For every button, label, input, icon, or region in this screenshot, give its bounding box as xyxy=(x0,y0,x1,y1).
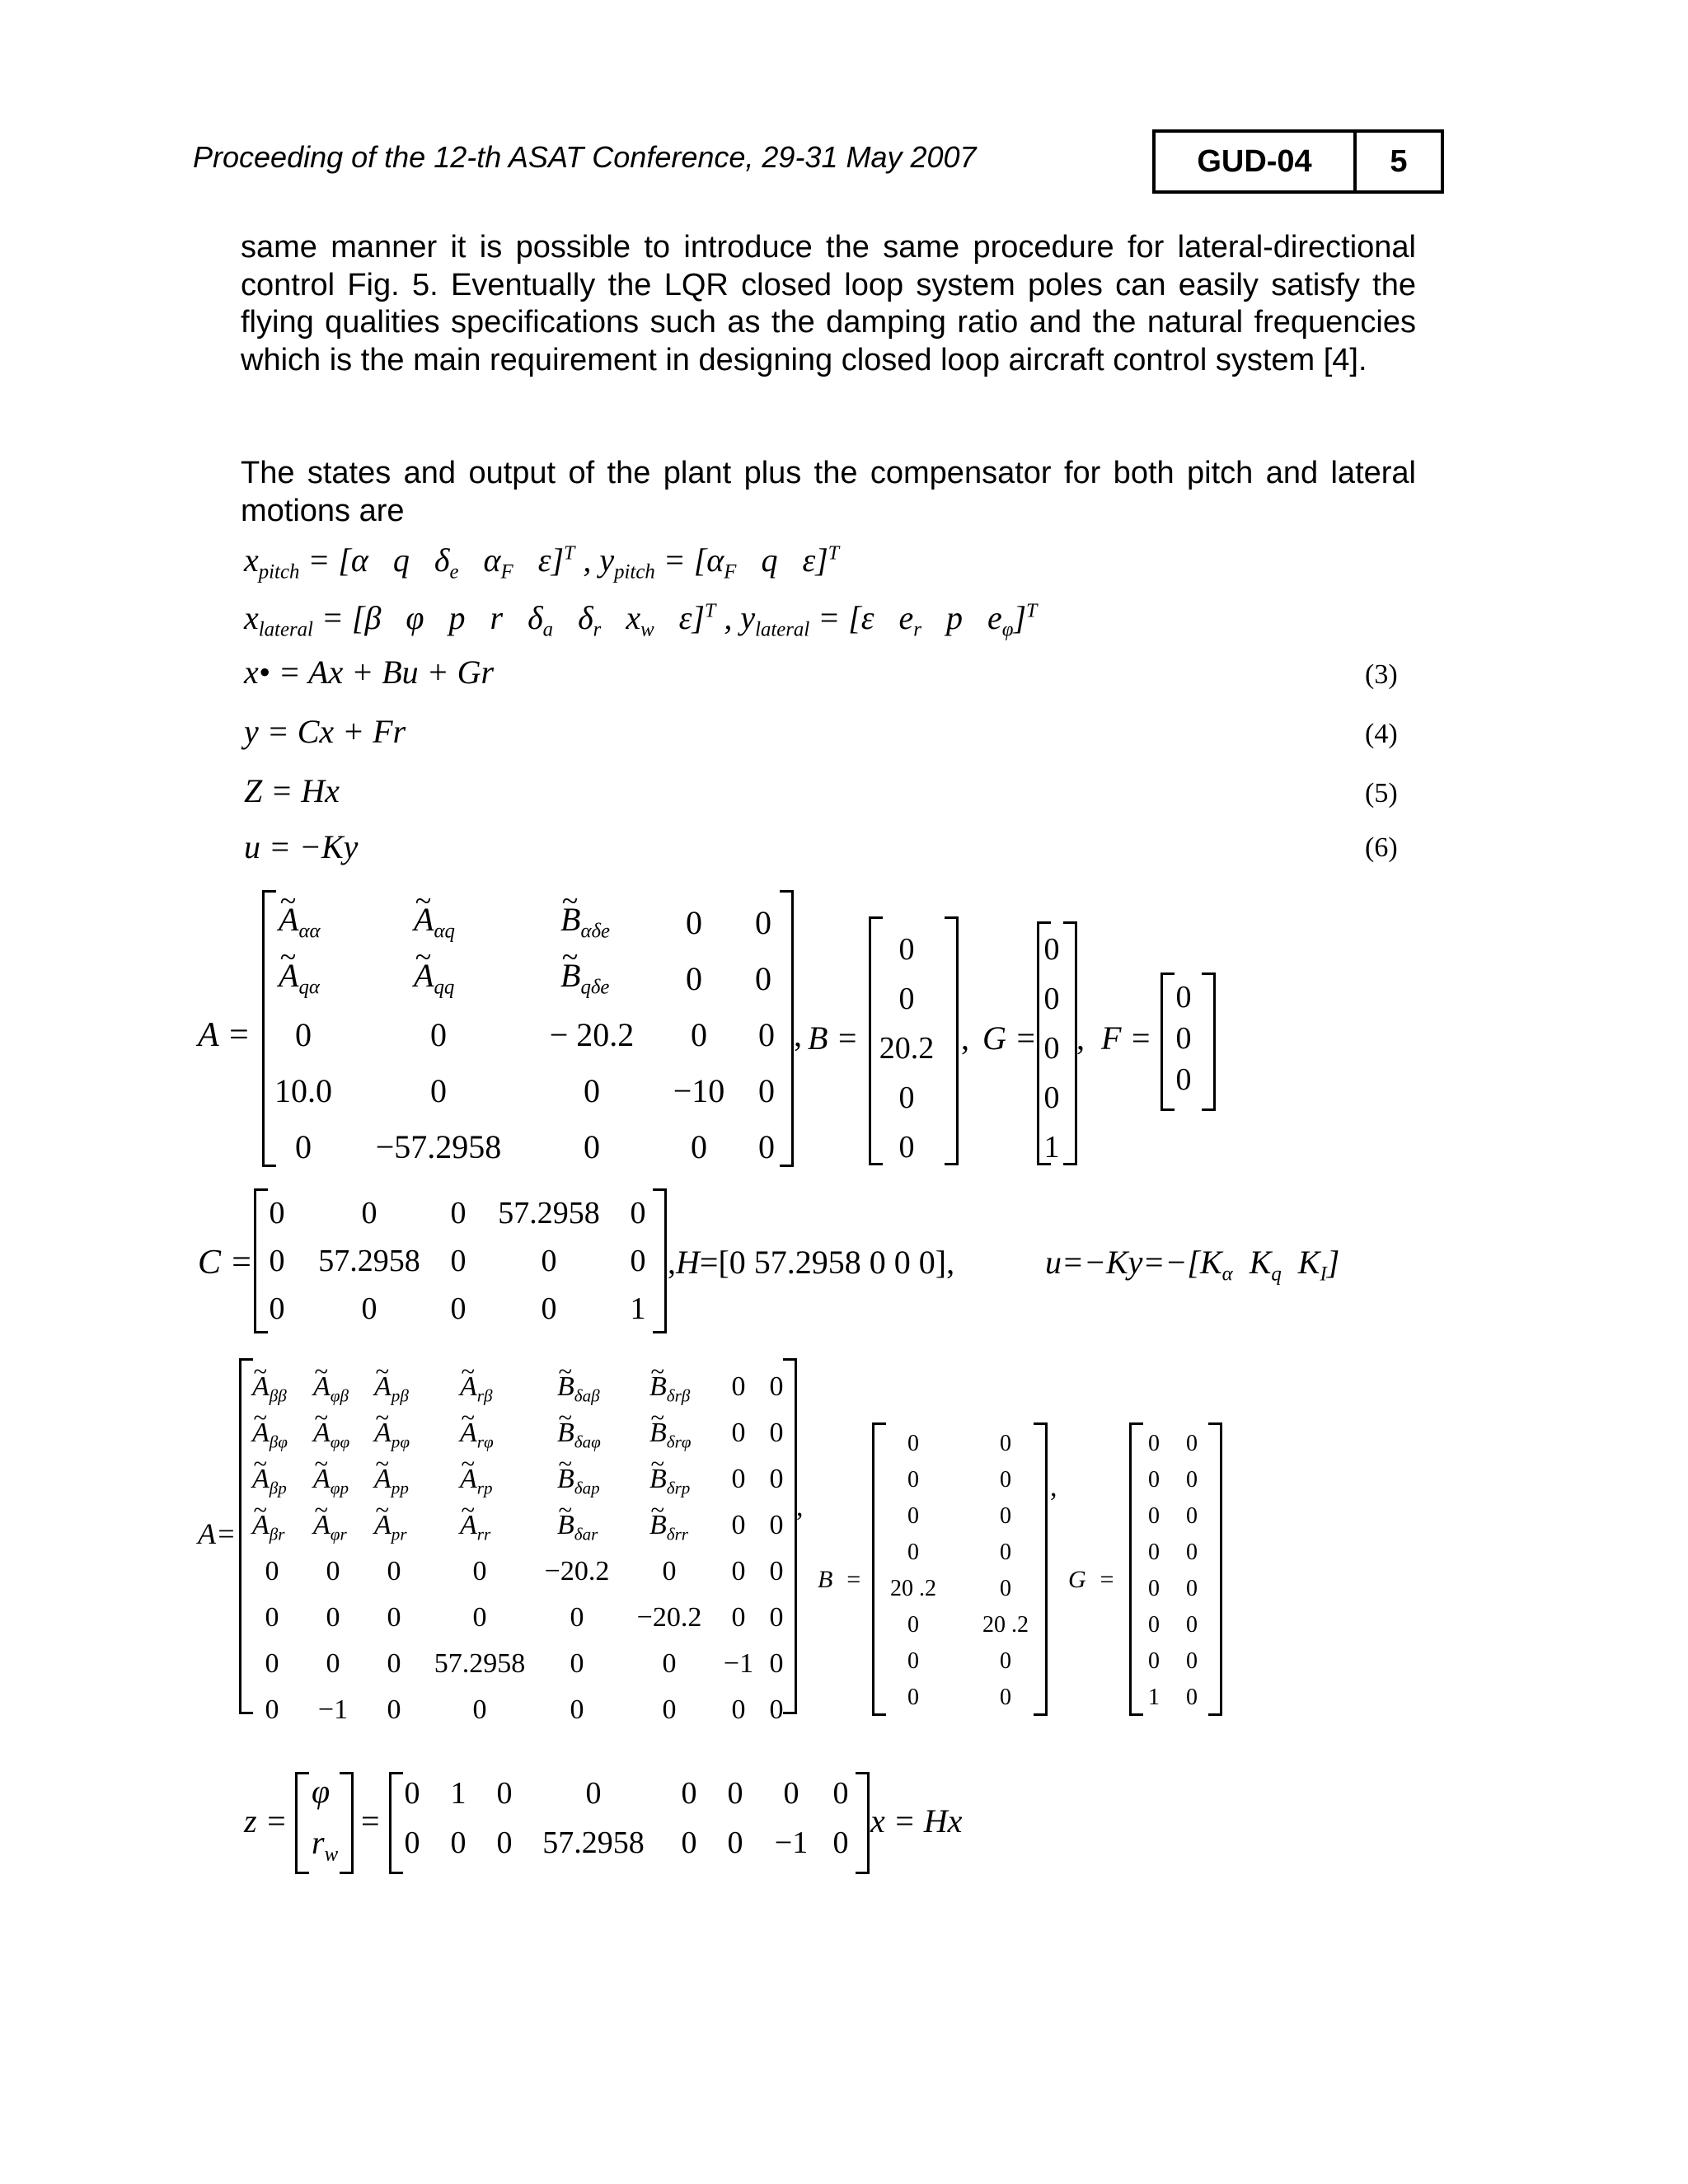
g-cell: 0 xyxy=(1043,1031,1060,1066)
a-lateral-cell: 0 xyxy=(265,1694,279,1725)
b-lateral-cell: 20 .2 xyxy=(890,1576,936,1601)
f-label: F = xyxy=(1101,1019,1152,1057)
a-lateral-symbol: ~ $A_{\varphi r}$ xyxy=(313,1510,347,1541)
a-lateral-symbol: ~ $A_{r\varphi}$ xyxy=(460,1418,494,1449)
b-cell: 0 xyxy=(898,1080,915,1115)
a-lateral-cell: 0 xyxy=(731,1418,746,1448)
equation-number-6: (6) xyxy=(1365,832,1398,863)
h-lateral-cell: 0 xyxy=(585,1776,602,1811)
a-lateral-cell: 0 xyxy=(472,1602,487,1633)
a-lateral-cell: 0 xyxy=(387,1694,401,1725)
a-lateral-cell: 0 xyxy=(731,1510,746,1540)
a-r2c5: 0 xyxy=(755,960,771,997)
a-lateral-symbol: ~ $A_{\beta\beta}$ xyxy=(252,1371,287,1403)
a-lateral-cell: 0 xyxy=(731,1694,746,1725)
equation-3: x• = Ax + Bu + Gr xyxy=(244,654,495,691)
a-lateral-symbol: ~ $A_{\beta r}$ xyxy=(252,1510,284,1541)
a-cell: −57.2958 xyxy=(375,1128,502,1165)
a-lateral-cell: 0 xyxy=(731,1602,746,1633)
a-lateral-cell: 0 xyxy=(326,1602,340,1633)
b-cell: 0 xyxy=(898,982,915,1016)
h-lateral-cell: 0 xyxy=(681,1825,697,1860)
b-lateral-cell: 0 xyxy=(1000,1648,1011,1674)
equation-5: Z = Hx xyxy=(244,772,340,809)
h-lateral-cell: 0 xyxy=(832,1776,849,1811)
a-lateral-cell: 0 xyxy=(662,1648,677,1679)
a-tilde-alpha-alpha: ~ $A_{\alpha\alpha}$ xyxy=(279,900,320,939)
a-cell: 0 xyxy=(584,1072,600,1109)
g-cell: 0 xyxy=(1043,932,1060,967)
a-lateral-symbol: ~ $B_{\delta r\varphi}$ xyxy=(649,1418,691,1449)
g-lateral-cell: 0 xyxy=(1148,1612,1160,1638)
z-label: z = xyxy=(244,1802,288,1840)
a-lateral-symbol: ~ $A_{p\varphi}$ xyxy=(374,1418,410,1449)
c-cell: 0 xyxy=(450,1291,467,1326)
a-r2c4: 0 xyxy=(686,960,702,997)
a-tilde-q-alpha: ~ $A_{q\alpha}$ xyxy=(279,956,320,995)
b-cell: 0 xyxy=(898,932,915,967)
h-lateral-cell: 0 xyxy=(450,1825,467,1860)
g-lateral-cell: 0 xyxy=(1148,1540,1160,1565)
b-label: B = xyxy=(808,1019,859,1057)
b-lateral-cell: 0 xyxy=(907,1431,919,1456)
g-lateral-cell: 0 xyxy=(1148,1576,1160,1601)
h-lateral-cell: 1 xyxy=(450,1776,467,1811)
g-lateral-cell: 0 xyxy=(1186,1540,1198,1565)
b-lateral-cell: 0 xyxy=(1000,1467,1011,1493)
g-lateral-label: G = xyxy=(1068,1566,1115,1593)
a-lateral-symbol: ~ $A_{pr}$ xyxy=(374,1510,407,1541)
a-lateral-cell: 0 xyxy=(570,1602,584,1633)
a-lateral-symbol: ~ $B_{\delta rp}$ xyxy=(649,1464,690,1495)
g-lateral-cell: 1 xyxy=(1148,1685,1160,1710)
a-lateral-cell: 0 xyxy=(769,1418,784,1448)
b-lateral-cell: 0 xyxy=(907,1612,919,1638)
a-cell: 0 xyxy=(430,1072,447,1109)
h-lateral-cell: 0 xyxy=(681,1776,697,1811)
a-lateral-cell: 0 xyxy=(769,1694,784,1725)
h-lateral-cell: 0 xyxy=(727,1776,743,1811)
a-lateral-symbol: ~ $A_{\beta p}$ xyxy=(252,1464,287,1495)
a-lateral-symbol: ~ $A_{rp}$ xyxy=(460,1464,493,1495)
b-lateral-cell: 0 xyxy=(1000,1503,1011,1529)
h-lateral-cell: 0 xyxy=(404,1776,420,1811)
a-lateral-cell: 0 xyxy=(265,1556,279,1586)
g-lateral-cell: 0 xyxy=(1186,1431,1198,1456)
z-equals: = xyxy=(361,1802,380,1840)
b-lateral-cell: 0 xyxy=(907,1685,919,1710)
equation-number-3: (3) xyxy=(1365,659,1398,690)
f-cell: 0 xyxy=(1175,1021,1192,1056)
u-equation: $u=-Ky=-[K_\alpha$ $K_q$ $K_I$] xyxy=(1045,1244,1340,1286)
b-cell: 0 xyxy=(898,1130,915,1165)
a-lateral-cell: 0 xyxy=(769,1648,784,1679)
g-cell: 0 xyxy=(1043,982,1060,1016)
a-lateral-cell: 0 xyxy=(769,1371,784,1402)
a-cell: 0 xyxy=(691,1016,707,1053)
h-row: [0 57.2958 0 0 0], xyxy=(718,1244,955,1281)
z-rw: $r_w$ xyxy=(312,1824,339,1866)
a-lateral-cell: 0 xyxy=(387,1556,401,1586)
a-lateral-symbol: ~ $A_{\varphi\varphi}$ xyxy=(313,1418,349,1449)
a-lateral-cell: 0 xyxy=(769,1464,784,1494)
c-cell: 0 xyxy=(269,1291,285,1326)
a-cell: 0 xyxy=(430,1016,447,1053)
header-title: Proceeding of the 12-th ASAT Conference, 29-31 May 2007 xyxy=(193,140,977,174)
a-lateral-cell: 0 xyxy=(570,1694,584,1725)
g-lateral-cell: 0 xyxy=(1186,1503,1198,1529)
g-comma: , xyxy=(1076,1019,1085,1057)
g-lateral-cell: 0 xyxy=(1148,1648,1160,1674)
a-cell: 10.0 xyxy=(274,1072,332,1109)
a-lateral-cell: 0 xyxy=(769,1510,784,1540)
b-tilde-q-de: ~ $B_{q\delta e}$ xyxy=(560,956,609,995)
g-lateral-cell: 0 xyxy=(1186,1467,1198,1493)
a-r1c4: 0 xyxy=(686,904,702,941)
a-lateral-symbol: ~ $A_{\varphi\beta}$ xyxy=(313,1371,349,1403)
a-cell: 0 xyxy=(758,1016,775,1053)
a-lateral-symbol: ~ $B_{\delta ap}$ xyxy=(557,1464,600,1495)
c-cell: 0 xyxy=(541,1244,557,1278)
g-lateral-cell: 0 xyxy=(1148,1467,1160,1493)
a-lateral-comma: , xyxy=(796,1492,804,1522)
a-lateral-symbol: ~ $B_{\delta a\beta}$ xyxy=(557,1371,600,1403)
a-tilde-q-q: ~ $A_{qq}$ xyxy=(414,956,454,995)
a-lateral-cell: 0 xyxy=(265,1648,279,1679)
g-lateral-cell: 0 xyxy=(1148,1503,1160,1529)
b-lateral-cell: 0 xyxy=(1000,1431,1011,1456)
g-cell: 1 xyxy=(1043,1130,1060,1165)
b-lateral-label: B = xyxy=(818,1566,862,1593)
a-cell: 0 xyxy=(691,1128,707,1165)
pitch-state-equation: $x_{pitch} = [\alpha$ q $\delta_e$ $\alpha_F$ ε]$^T$ , $y_{pitch} = [\alpha_F$ q ε]$^T$ xyxy=(244,541,840,583)
a-lateral-cell: 0 xyxy=(731,1464,746,1494)
b-lateral-cell: 0 xyxy=(1000,1685,1011,1710)
equation-4: y = Cx + Fr xyxy=(244,713,406,750)
a-lateral-symbol: ~ $A_{\varphi p}$ xyxy=(313,1464,349,1495)
a-lateral-symbol: ~ $A_{p\beta}$ xyxy=(374,1371,409,1403)
c-cell: 0 xyxy=(630,1244,646,1278)
h-lateral-cell: 0 xyxy=(727,1825,743,1860)
c-cell: 0 xyxy=(361,1196,377,1230)
a-lateral-cell: 0 xyxy=(326,1648,340,1679)
a-lateral-cell: 0 xyxy=(769,1602,784,1633)
a-cell: 0 xyxy=(584,1128,600,1165)
a-lateral-cell: 0 xyxy=(769,1556,784,1586)
a-r1c5: 0 xyxy=(755,904,771,941)
paper-code: GUD-04 xyxy=(1156,133,1357,190)
paragraph-2: The states and output of the plant plus the compensator for both pitch and lateral motions are xyxy=(241,456,1416,528)
b-lateral-cell: 0 xyxy=(907,1648,919,1674)
a-lateral-cell: 0 xyxy=(731,1556,746,1586)
equation-number-4: (4) xyxy=(1365,719,1398,749)
g-label: G = xyxy=(982,1019,1037,1057)
c-cell: 0 xyxy=(361,1291,377,1326)
g-lateral-cell: 0 xyxy=(1186,1685,1198,1710)
c-cell: 0 xyxy=(541,1291,557,1326)
a-cell: 0 xyxy=(758,1128,775,1165)
a-lateral-cell: 0 xyxy=(570,1648,584,1679)
a-lateral-cell: 0 xyxy=(472,1694,487,1725)
b-lateral-cell: 0 xyxy=(907,1503,919,1529)
a-cell: 0 xyxy=(295,1128,312,1165)
c-cell: 0 xyxy=(269,1196,285,1230)
a-lateral-cell: 0 xyxy=(387,1602,401,1633)
c-label: C = xyxy=(198,1244,253,1282)
c-cell: 57.2958 xyxy=(318,1244,420,1278)
u-text: u=−Ky=−[K xyxy=(1045,1244,1222,1281)
a-lateral-cell: 0 xyxy=(326,1556,340,1586)
g-lateral-cell: 0 xyxy=(1186,1648,1198,1674)
h-lateral-cell: −1 xyxy=(774,1825,809,1860)
a-cell: − 20.2 xyxy=(549,1016,635,1053)
h-lateral-cell: 0 xyxy=(783,1776,799,1811)
b-comma: , xyxy=(961,1019,969,1057)
equation-6: u = −Ky xyxy=(244,828,359,865)
a-lateral-cell: −20.2 xyxy=(636,1602,702,1633)
b-tilde-alpha-de: ~ $B_{\alpha\delta e}$ xyxy=(560,900,610,939)
b-lateral-comma: , xyxy=(1050,1472,1057,1502)
a-lateral-symbol: ~ $A_{rr}$ xyxy=(460,1510,490,1541)
h-equation: ,H=[0 57.2958 0 0 0], xyxy=(668,1244,955,1281)
a-lateral-cell: 0 xyxy=(662,1694,677,1725)
a-lateral-cell: −1 xyxy=(723,1648,754,1679)
a-tilde-alpha-q: ~ $A_{\alpha q}$ xyxy=(414,900,455,939)
a-lateral-symbol: ~ $A_{pp}$ xyxy=(374,1464,409,1495)
a-lateral-symbol: ~ $A_{\beta\varphi}$ xyxy=(252,1418,288,1449)
lateral-state-equation: $x_{lateral} = [\beta$ φ p r $\delta_a$ $\delta_r$ $x_w$ ε]$^T$ , $y_{lateral} = [\varepsilon$ $e_r$ p $e_\varphi]^T$ xyxy=(244,599,1038,641)
a-label: A = xyxy=(198,1016,251,1054)
z-left-bracket xyxy=(295,1772,309,1874)
g-lateral-cell: 0 xyxy=(1148,1431,1160,1456)
a-lateral-cell: 0 xyxy=(265,1602,279,1633)
a-lateral-symbol: ~ $B_{\delta rr}$ xyxy=(649,1510,688,1541)
a-comma: , xyxy=(794,1016,802,1053)
g-lateral-cell: 0 xyxy=(1186,1612,1198,1638)
h-lateral-cell: 0 xyxy=(496,1825,513,1860)
paragraph-1: same manner it is possible to introduce the same procedure for lateral-directional control Fig. 5. Eventually the LQR closed loop system poles can easily satisfy the flying qualities specifications such as the damping ratio and the natural frequencies which is the main requirement in designing closed loop aircraft control system [4]. xyxy=(241,230,1416,377)
f-cell: 0 xyxy=(1175,1062,1192,1097)
c-cell: 0 xyxy=(630,1196,646,1230)
a-lateral-cell: 57.2958 xyxy=(434,1648,526,1679)
a-lateral-symbol: ~ $B_{\delta a\varphi}$ xyxy=(557,1418,601,1449)
page-number: 5 xyxy=(1390,143,1408,179)
a-lateral-label: A= xyxy=(198,1517,237,1550)
z-phi: φ xyxy=(312,1773,331,1810)
h-lateral-cell: 0 xyxy=(832,1825,849,1860)
a-lateral-symbol: ~ $A_{r\beta}$ xyxy=(460,1371,492,1403)
a-cell: 0 xyxy=(295,1016,312,1053)
a-lateral-symbol: ~ $B_{\delta ar}$ xyxy=(557,1510,598,1541)
a-cell: 0 xyxy=(758,1072,775,1109)
a-cell: −10 xyxy=(673,1072,725,1109)
c-cell: 0 xyxy=(269,1244,285,1278)
b-cell: 20.2 xyxy=(879,1031,935,1066)
g-lateral-cell: 0 xyxy=(1186,1576,1198,1601)
b-lateral-cell: 0 xyxy=(1000,1576,1011,1601)
c-cell: 1 xyxy=(630,1291,646,1326)
f-cell: 0 xyxy=(1175,980,1192,1015)
z-equation-tail: x = Hx xyxy=(870,1802,963,1840)
h-lateral-cell: 57.2958 xyxy=(542,1825,645,1860)
h-lateral-cell: 0 xyxy=(496,1776,513,1811)
a-lateral-cell: 0 xyxy=(731,1371,746,1402)
c-cell: 0 xyxy=(450,1244,467,1278)
a-lateral-cell: 0 xyxy=(387,1648,401,1679)
c-cell: 57.2958 xyxy=(498,1196,600,1230)
a-lateral-cell: −20.2 xyxy=(544,1556,610,1586)
equation-number-5: (5) xyxy=(1365,778,1398,808)
a-lateral-cell: 0 xyxy=(472,1556,487,1586)
c-cell: 0 xyxy=(450,1196,467,1230)
g-cell: 0 xyxy=(1043,1080,1060,1115)
b-lateral-cell: 0 xyxy=(907,1540,919,1565)
b-lateral-cell: 0 xyxy=(1000,1540,1011,1565)
b-lateral-cell: 20 .2 xyxy=(982,1612,1029,1638)
a-lateral-cell: −1 xyxy=(317,1694,349,1725)
a-lateral-cell: 0 xyxy=(662,1556,677,1586)
header-box xyxy=(1152,129,1444,194)
b-lateral-cell: 0 xyxy=(907,1467,919,1493)
a-lateral-symbol: ~ $B_{\delta r\beta}$ xyxy=(649,1371,690,1403)
h-lateral-cell: 0 xyxy=(404,1825,420,1860)
